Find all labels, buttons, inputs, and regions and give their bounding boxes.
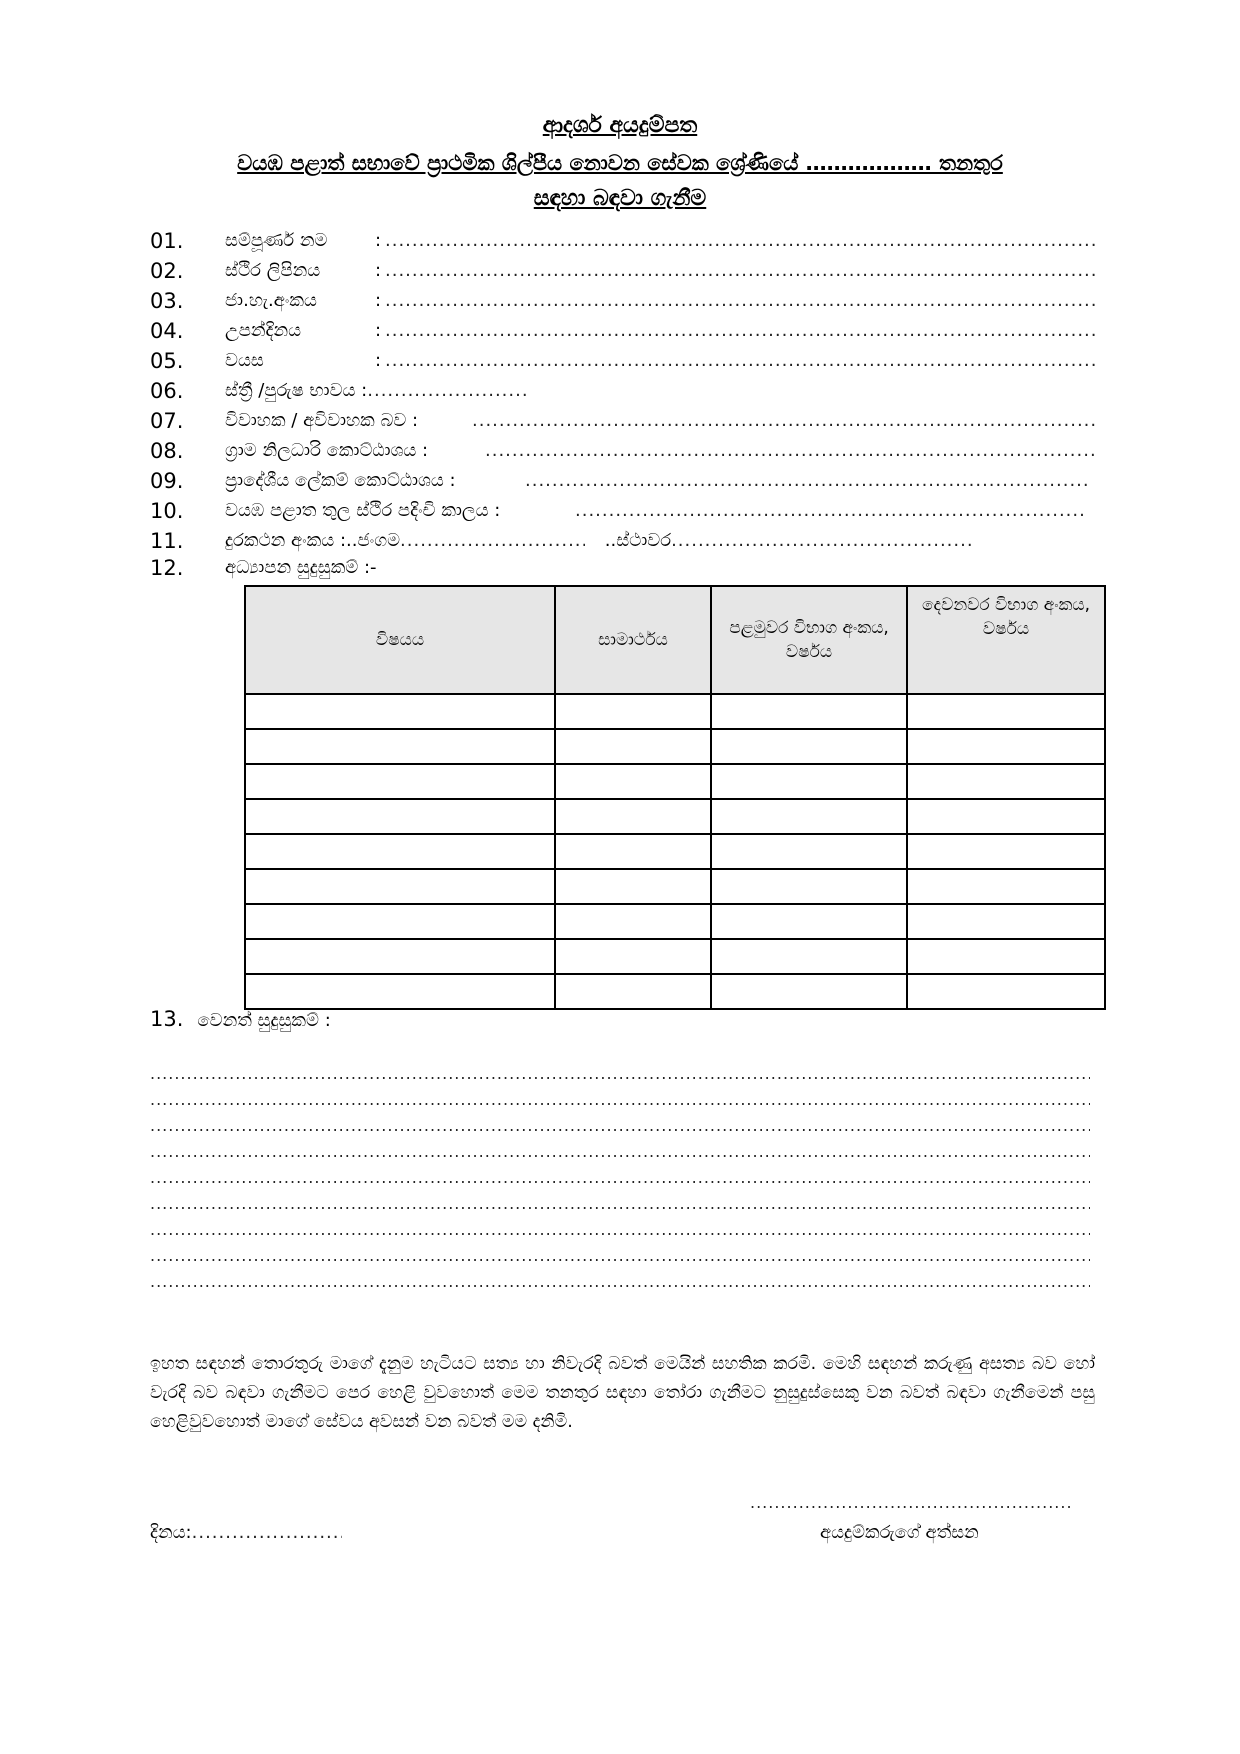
dotted-line[interactable] bbox=[150, 1272, 1090, 1292]
form-subtitle-cont: සඳහා බඳවා ගැනීම bbox=[533, 186, 707, 211]
table-row bbox=[245, 799, 1105, 834]
dotted-fill bbox=[400, 526, 585, 556]
field-nic-number[interactable]: 03. ජා.හැ.අංකය : ..... bbox=[150, 286, 1095, 316]
table-row bbox=[245, 904, 1105, 939]
col-second-attempt: දෙවනවර විභාග අංකය, වර්ෂය bbox=[907, 586, 1105, 694]
table-cell[interactable] bbox=[555, 974, 711, 1009]
table-cell[interactable] bbox=[711, 869, 907, 904]
table-row bbox=[245, 729, 1105, 764]
education-table-body bbox=[245, 694, 1105, 1009]
table-row bbox=[245, 764, 1105, 799]
table-cell[interactable] bbox=[555, 834, 711, 869]
dotted-line[interactable] bbox=[150, 1246, 1090, 1266]
education-table bbox=[244, 585, 1106, 1010]
col-pass: සාමාර්ථය bbox=[555, 586, 711, 694]
table-cell[interactable] bbox=[711, 834, 907, 869]
form-subtitle: වයඹ පළාත් සභාවේ ප්‍රාථමික ශිල්පීය නොවන සේවක ශ්‍රේණියේ ……………… තනතුර bbox=[237, 151, 1003, 175]
table-cell[interactable] bbox=[245, 869, 555, 904]
table-cell[interactable] bbox=[907, 694, 1105, 729]
dotted-fill bbox=[485, 436, 1095, 466]
col-first-attempt: පළමුවර විභාග අංකය, වර්ෂය bbox=[711, 586, 907, 694]
table-cell[interactable] bbox=[907, 974, 1105, 1009]
field-permanent-address[interactable]: 02. ස්ථිර ලිපිනය : ..... bbox=[150, 256, 1095, 286]
table-row bbox=[245, 694, 1105, 729]
dotted-line[interactable] bbox=[150, 1064, 1090, 1084]
table-cell[interactable] bbox=[907, 834, 1105, 869]
dotted-line[interactable] bbox=[150, 1168, 1090, 1188]
dotted-line[interactable] bbox=[150, 1220, 1090, 1240]
dotted-fill bbox=[575, 496, 1083, 526]
field-phone[interactable]: 11. දුරකථන අංකය :..ජංගම..... ..ස්ථාවර..... bbox=[150, 526, 1095, 556]
table-cell[interactable] bbox=[245, 799, 555, 834]
dotted-fill bbox=[671, 526, 971, 556]
table-cell[interactable] bbox=[245, 834, 555, 869]
field-gender[interactable]: 06. ස්ත්‍රී /පුරුෂ භාවය :..... bbox=[150, 376, 1095, 406]
table-cell[interactable] bbox=[711, 694, 907, 729]
field-age[interactable]: 05. වයස : ..... bbox=[150, 346, 1095, 376]
dotted-fill bbox=[385, 226, 1095, 256]
table-cell[interactable] bbox=[907, 799, 1105, 834]
table-cell[interactable] bbox=[711, 974, 907, 1009]
table-cell[interactable] bbox=[555, 939, 711, 974]
field-ds-division[interactable]: 09. ප්‍රාදේශීය ලේකම් කොට්ඨාශය : ..... bbox=[150, 466, 1095, 496]
table-cell[interactable] bbox=[245, 764, 555, 799]
other-qualifications-label: 13. වෙනත් සුදුසුකම් : bbox=[150, 1007, 331, 1031]
dotted-fill bbox=[472, 406, 1095, 436]
dotted-fill bbox=[385, 286, 1095, 316]
field-marital-status[interactable]: 07. විවාහක / අවිවාහක බව : ..... bbox=[150, 406, 1095, 436]
dotted-fill bbox=[367, 376, 527, 406]
table-cell[interactable] bbox=[907, 869, 1105, 904]
declaration-text: ඉහත සඳහන් තොරතුරු මාගේ දැනුම හැටියට සත්‍ය හා නිවැරදි බවත් මෙයින් සහතික කරමි. මෙහි සඳහන් කරුණු අසත්‍ය බව හෝ වැරදි බව බඳවා ගැනීමට පෙර හෙළි වුවහොත් මෙම තනතුර සඳහා තෝරා ගැනීමට නුසුදුස්සෙකු වන බවත් බඳවා ගැනීමෙන් පසු හෙළිවුවහොත් මාගේ සේවය අවසන් වන බවත් මම දනිමි. bbox=[150, 1354, 1095, 1432]
date-field[interactable]: දිනය:..... bbox=[150, 1518, 342, 1548]
dotted-fill bbox=[385, 256, 1095, 286]
table-cell[interactable] bbox=[555, 764, 711, 799]
table-cell[interactable] bbox=[245, 729, 555, 764]
col-subject: විෂයය bbox=[245, 586, 555, 694]
field-education: 12. අධ්‍යාපන සුදුසුකම් :- bbox=[150, 556, 377, 580]
signature-label: අයදුම්කරුගේ අත්සන bbox=[820, 1522, 979, 1543]
table-cell[interactable] bbox=[555, 904, 711, 939]
table-cell[interactable] bbox=[245, 694, 555, 729]
table-cell[interactable] bbox=[907, 764, 1105, 799]
table-cell[interactable] bbox=[555, 694, 711, 729]
table-cell[interactable] bbox=[555, 799, 711, 834]
table-cell[interactable] bbox=[711, 939, 907, 974]
field-birth-date[interactable]: 04. උපන්දිනය : ..... bbox=[150, 316, 1095, 346]
table-cell[interactable] bbox=[711, 729, 907, 764]
signature-line[interactable] bbox=[750, 1492, 1070, 1514]
dotted-fill bbox=[385, 346, 1095, 376]
dotted-fill bbox=[385, 316, 1095, 346]
dotted-fill bbox=[192, 1518, 342, 1548]
table-cell[interactable] bbox=[907, 904, 1105, 939]
table-cell[interactable] bbox=[555, 869, 711, 904]
table-cell[interactable] bbox=[711, 799, 907, 834]
table-cell[interactable] bbox=[245, 904, 555, 939]
table-cell[interactable] bbox=[555, 729, 711, 764]
field-gn-division[interactable]: 08. ග්‍රාම නිලධාරි කොට්ඨාශය : ..... bbox=[150, 436, 1095, 466]
field-full-name[interactable]: 01. සම්පූර්ණ නම : ..... bbox=[150, 226, 1095, 256]
dotted-fill bbox=[525, 466, 1087, 496]
dotted-line[interactable] bbox=[150, 1142, 1090, 1162]
table-row bbox=[245, 939, 1105, 974]
field-residence-period[interactable]: 10. වයඹ පළාත තුල ස්ථිර පදිංචි කාලය : ..... bbox=[150, 496, 1095, 526]
table-row bbox=[245, 974, 1105, 1009]
dotted-line[interactable] bbox=[150, 1116, 1090, 1136]
table-row bbox=[245, 869, 1105, 904]
table-header-row bbox=[245, 586, 1105, 694]
table-cell[interactable] bbox=[711, 904, 907, 939]
table-row bbox=[245, 834, 1105, 869]
table-cell[interactable] bbox=[907, 729, 1105, 764]
dotted-line[interactable] bbox=[150, 1194, 1090, 1214]
form-title: ආදර්ශ අයදුම්පත bbox=[542, 113, 698, 138]
dotted-line[interactable] bbox=[150, 1090, 1090, 1110]
table-cell[interactable] bbox=[245, 939, 555, 974]
table-cell[interactable] bbox=[711, 764, 907, 799]
table-cell[interactable] bbox=[907, 939, 1105, 974]
